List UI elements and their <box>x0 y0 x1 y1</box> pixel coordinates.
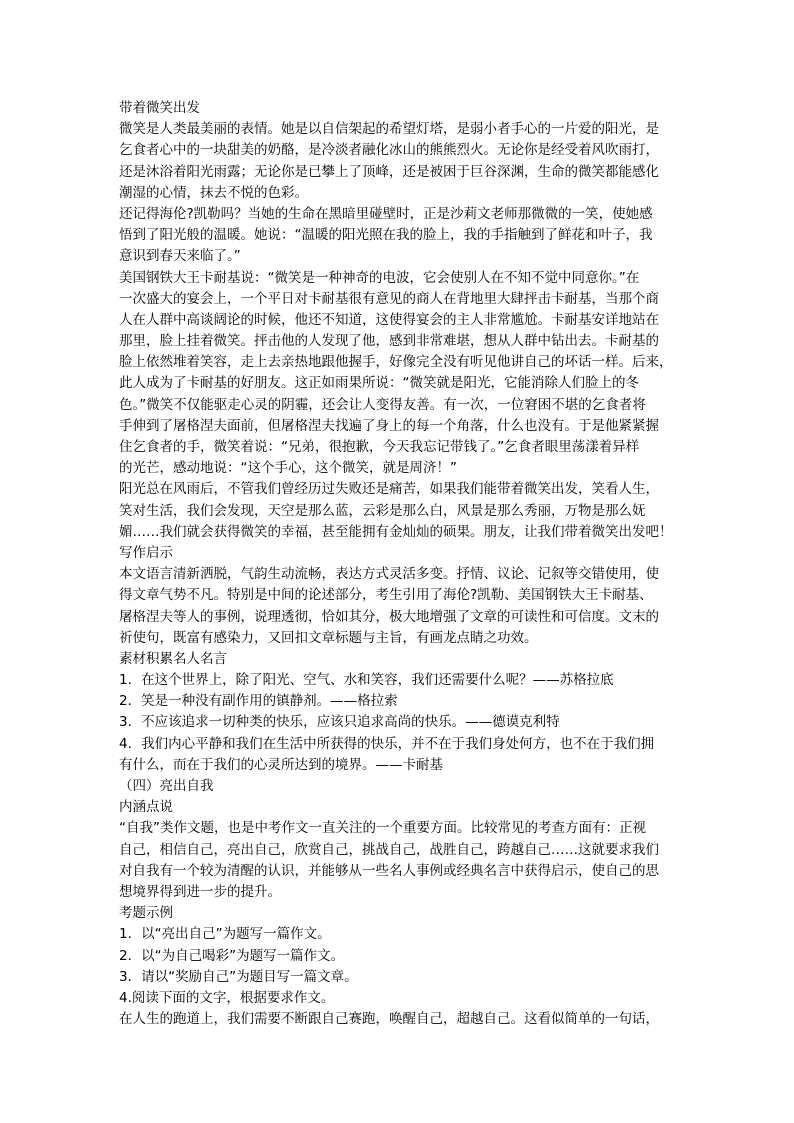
doc-line: 屠格涅夫等人的事例，说理透彻，恰如其分，极大地增强了文章的可读性和可信度。文末的 <box>119 608 659 625</box>
document-page <box>119 98 677 1030</box>
doc-line: 美国钢铁大王卡耐基说：“微笑是一种神奇的电波，它会使别人在不知不觉中同意你。”在 <box>119 269 640 286</box>
doc-line: 那里，脸上挂着微笑。抨击他的人发现了他，感到非常难堪，想从人群中钻出去。卡耐基的 <box>119 333 659 350</box>
doc-line: 写作启示 <box>119 544 173 561</box>
doc-line: 2．以“为自己喝彩”为题写一篇作文。 <box>119 947 345 964</box>
doc-line: 脸上依然堆着笑容，走上去亲热地跟他握手，好像完全没有听见他讲自己的坏话一样。后来， <box>119 354 673 371</box>
doc-line: 一次盛大的宴会上，一个平日对卡耐基很有意见的商人在背地里大肆抨击卡耐基，当那个商 <box>119 290 659 307</box>
doc-line: 3．不应该追求一切种类的快乐，应该只追求高尚的快乐。——德谟克利特 <box>119 714 560 731</box>
doc-line: 色。”微笑不仅能驱走心灵的阴霾，还会让人变得友善。有一次，一位窘困不堪的乞食者将 <box>119 396 646 413</box>
doc-line: 悟到了阳光般的温暖。她说：“温暖的阳光照在我的脸上，我的手指触到了鲜花和叶子，我 <box>119 227 653 244</box>
doc-line: （四）亮出自我 <box>119 778 214 794</box>
doc-line: 潮湿的心情，抹去不悦的色彩。 <box>119 184 308 201</box>
doc-line: 2．笑是一种没有副作用的镇静剂。——格拉索 <box>119 693 398 710</box>
doc-line: 阳光总在风雨后，不管我们曾经历过失败还是痛苦，如果我们能带着微笑出发，笑看人生， <box>119 481 659 498</box>
doc-line: 1．以“亮出自己”为题写一篇作文。 <box>119 926 331 943</box>
doc-line: 自己，相信自己，亮出自己，欣赏自己，挑战自己，战胜自己，跨越自己……这就要求我们 <box>119 841 659 858</box>
doc-line: “自我”类作文题，也是中考作文一直关注的一个重要方面。比较常见的考查方面有：正视 <box>119 820 646 837</box>
doc-line: 4.阅读下面的文字，根据要求作文。 <box>119 989 335 1006</box>
doc-line: 还是沐浴着阳光雨露；无论你是已攀上了顶峰，还是被困于巨谷深渊，生命的微笑都能感化 <box>119 163 659 180</box>
doc-line: 对自我有一个较为清醒的认识，并能够从一些名人事例或经典名言中获得启示，使自己的思 <box>119 862 659 879</box>
doc-line: 乞食者心中的一块甜美的奶酪，是冷淡者融化冰山的熊熊烈火。无论你是经受着风吹雨打， <box>119 142 659 159</box>
doc-line: 还记得海伦?凯勒吗？当她的生命在黑暗里碰壁时，正是沙莉文老师那微微的一笑，使她感 <box>119 205 653 222</box>
doc-line: 意识到春天来临了。” <box>119 248 241 265</box>
doc-line: 住乞食者的手，微笑着说：“兄弟，很抱歉，今天我忘记带钱了。”乞食者眼里荡漾着异样 <box>119 439 640 455</box>
doc-line: 人在人群中高谈阔论的时候，他还不知道，这使得宴会的主人非常尴尬。卡耐基安详地站在 <box>119 311 659 328</box>
doc-line: 的光芒，感动地说：“这个手心，这个微笑，就是周济！” <box>119 460 457 477</box>
doc-line: 在人生的跑道上，我们需要不断跟自己赛跑，唤醒自己，超越自己。这看似简单的一句话， <box>119 1011 659 1028</box>
doc-line: 此人成为了卡耐基的好朋友。这正如雨果所说：“微笑就是阳光，它能消除人们脸上的冬 <box>119 375 639 392</box>
doc-line: 笑对生活，我们会发现，天空是那么蓝，云彩是那么白，风景是那么秀丽，万物是那么妩 <box>119 502 646 519</box>
doc-line: 3．请以“奖励自己”为题目写一篇文章。 <box>119 968 358 985</box>
doc-line: 1．在这个世界上，除了阳光、空气、水和笑容，我们还需要什么呢？——苏格拉底 <box>119 672 614 689</box>
doc-line: 内涵点说 <box>119 799 173 816</box>
doc-line: 手伸到了屠格涅夫面前，但屠格涅夫找遍了身上的每一个角落，什么也没有。于是他紧紧握 <box>119 417 659 434</box>
doc-line: 带着微笑出发 <box>119 100 200 116</box>
doc-line: 有什么，而在于我们的心灵所达到的境界。——卡耐基 <box>119 756 443 773</box>
doc-line: 本文语言清新洒脱，气韵生动流畅，表达方式灵活多变。抒情、议论、记叙等交错使用，使 <box>119 566 659 583</box>
doc-line: 考题示例 <box>119 905 173 922</box>
doc-line: 素材积累名人名言 <box>119 650 227 667</box>
doc-line: 得文章气势不凡。特别是中间的论述部分，考生引用了海伦?凯勒、美国钢铁大王卡耐基、 <box>119 587 653 604</box>
doc-line: 媚……我们就会获得微笑的幸福，甚至能拥有金灿灿的硕果。朋友，让我们带着微笑出发吧！ <box>119 523 673 540</box>
doc-line: 想境界得到进一步的提升。 <box>119 883 281 900</box>
doc-line: 祈使句，既富有感染力，又回扣文章标题与主旨，有画龙点睛之功效。 <box>119 629 538 646</box>
doc-line: 4．我们内心平静和我们在生活中所获得的快乐，并不在于我们身处何方，也不在于我们拥 <box>119 735 655 752</box>
doc-line: 微笑是人类最美丽的表情。她是以自信架起的希望灯塔，是弱小者手心的一片爱的阳光，是 <box>119 121 659 138</box>
